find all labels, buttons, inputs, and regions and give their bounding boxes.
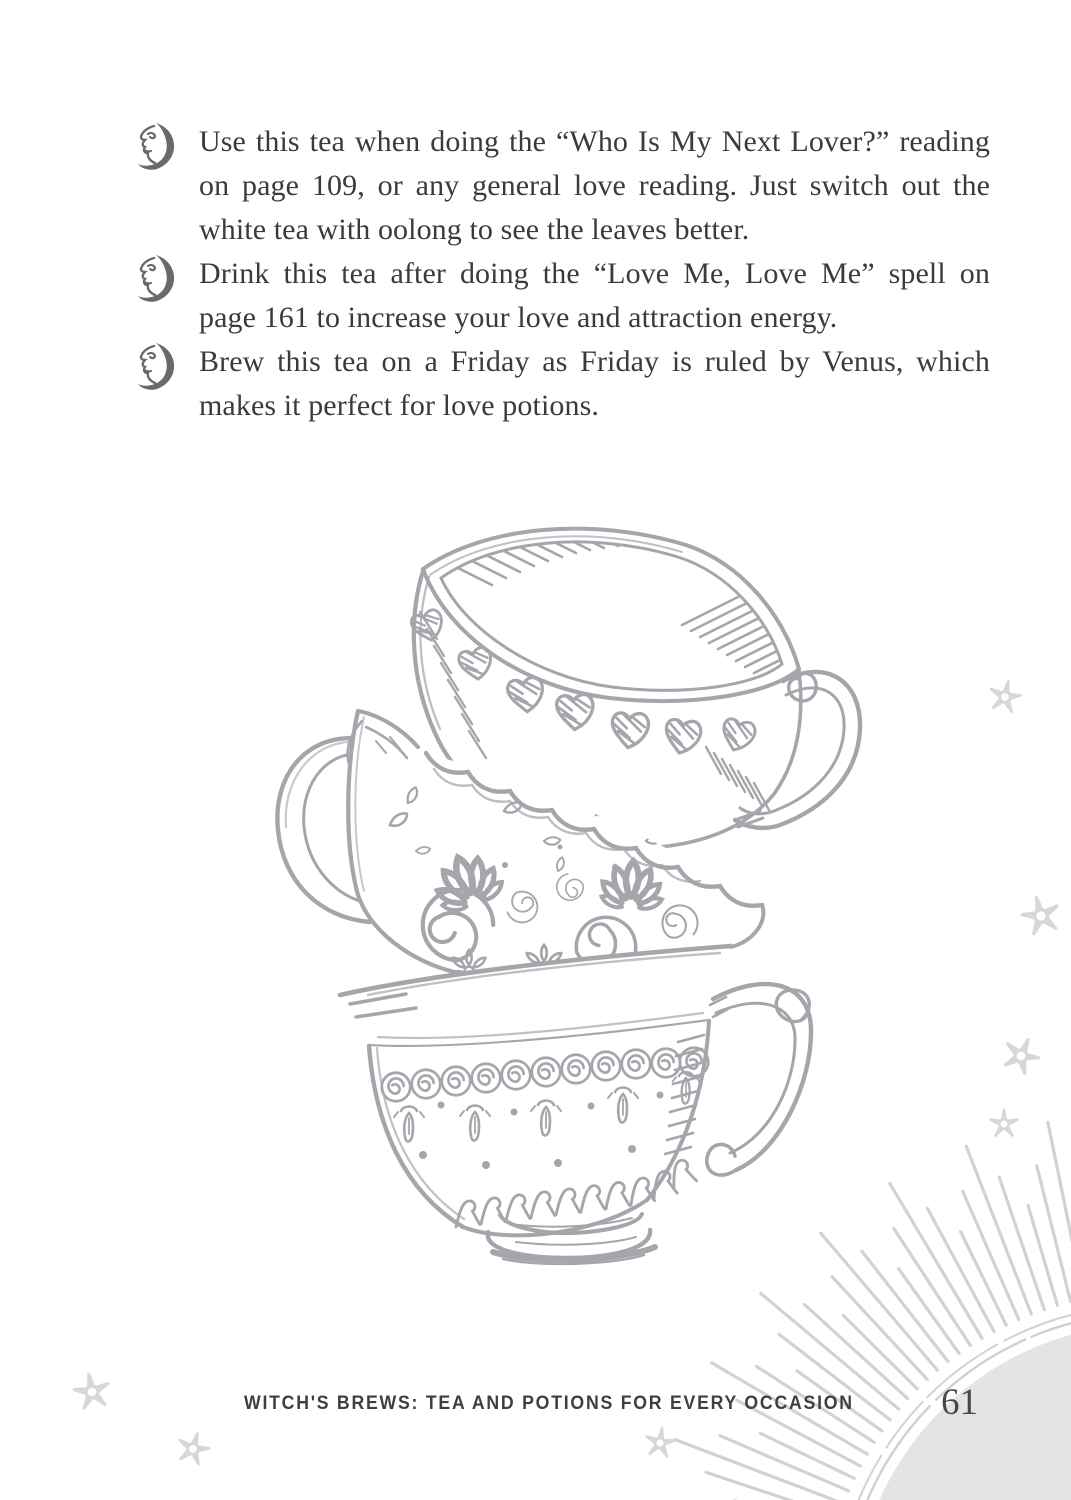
page-number: 61 xyxy=(941,1382,978,1423)
bullet-1-line-3: white tea with oolong to see the leaves better. xyxy=(199,213,750,246)
bullet-1-line-1: Use this tea when doing the “Who Is My Next Lover?” reading xyxy=(199,125,990,158)
bullet-1-line-2: on page 109, or any general love reading. Just switch out the xyxy=(199,169,990,202)
running-title: WITCH'S BREWS: TEA AND POTIONS FOR EVERY OCCASION xyxy=(244,1393,854,1414)
bullet-3-line-2: makes it perfect for love potions. xyxy=(199,389,599,422)
bullet-2-line-1: Drink this tea after doing the “Love Me, Love Me” spell on xyxy=(199,257,990,290)
star-icon xyxy=(990,1110,1017,1136)
star-icon xyxy=(644,1426,676,1457)
bottom-teacup xyxy=(340,946,811,1264)
star-icon xyxy=(999,1033,1043,1077)
star-icon xyxy=(175,1429,212,1465)
bullet-3-line-1: Brew this tea on a Friday as Friday is ruled by Venus, which xyxy=(199,345,990,378)
star-icon xyxy=(72,1371,111,1409)
teacups-illustration xyxy=(258,515,913,1290)
star-icon xyxy=(987,678,1023,713)
star-icon xyxy=(1019,893,1062,935)
bullet-2-line-2: page 161 to increase your love and attraction energy. xyxy=(199,301,838,334)
bottom-cup-handle xyxy=(707,984,811,1175)
